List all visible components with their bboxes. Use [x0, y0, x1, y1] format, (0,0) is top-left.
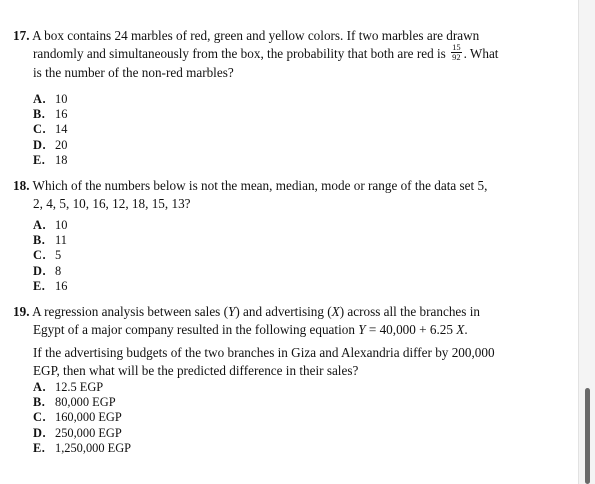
question-17-line-1 [13, 27, 513, 45]
question-19-text-1c: ) across all the branches in [339, 304, 480, 319]
fraction-denominator: 92 [452, 52, 461, 63]
option-letter: C. [33, 122, 47, 137]
probability-fraction [451, 43, 462, 62]
option-18-e[interactable] [33, 279, 67, 294]
option-letter: D. [33, 263, 47, 278]
option-19-b[interactable] [33, 395, 131, 410]
equation-x: X [456, 322, 465, 337]
option-letter: B. [33, 395, 46, 410]
option-text: 8 [55, 263, 62, 278]
question-17-text-1: A box contains 24 marbles of red, green and yellow colors. If two marbles are drawn [32, 28, 480, 43]
option-text: 14 [55, 122, 68, 137]
question-18-number: 18. [13, 178, 30, 193]
question-17 [13, 27, 513, 82]
question-19-number: 19. [13, 304, 30, 319]
option-letter: E. [33, 152, 46, 167]
variable-y: Y [228, 304, 236, 319]
option-text: 10 [55, 218, 68, 232]
question-18 [13, 177, 513, 213]
option-text: 18 [55, 152, 68, 167]
question-19-text-1b: ) and advertising ( [235, 304, 332, 319]
option-19-c[interactable] [33, 410, 131, 425]
option-text: 1,250,000 EGP [55, 440, 132, 455]
option-letter: A. [33, 380, 47, 394]
equation-y: Y [358, 322, 366, 337]
scrollbar-thumb[interactable] [585, 388, 590, 484]
option-17-e[interactable] [33, 153, 67, 168]
question-17-options [33, 92, 67, 168]
option-letter: E. [33, 278, 46, 293]
option-19-e[interactable] [33, 441, 131, 456]
option-19-d[interactable] [33, 426, 131, 441]
option-17-a[interactable] [33, 92, 67, 107]
option-letter: C. [33, 248, 47, 263]
option-17-c[interactable] [33, 122, 67, 137]
option-18-a[interactable] [33, 218, 67, 233]
option-letter: B. [33, 107, 46, 122]
fraction-numerator: 15 [452, 42, 461, 53]
option-letter: A. [33, 218, 47, 232]
vertical-scrollbar[interactable] [578, 0, 595, 484]
option-text: 160,000 EGP [55, 410, 122, 425]
option-letter: D. [33, 137, 47, 152]
variable-x: X [331, 304, 340, 319]
option-text: 5 [55, 248, 62, 263]
question-19-text-1a: A regression analysis between sales ( [32, 304, 228, 319]
option-text: 10 [55, 92, 68, 106]
question-17-text-2: randomly and simultaneously from the box, the probability that both are red is [33, 46, 446, 61]
question-17-text-2-end: . What [463, 46, 499, 61]
question-18-text-1: Which of the numbers below is not the mean, median, mode or range of the data set 5, [32, 178, 488, 193]
option-text: 80,000 EGP [55, 395, 116, 410]
question-19-line-1 [13, 303, 513, 321]
option-17-d[interactable] [33, 138, 67, 153]
option-text: 16 [55, 278, 68, 293]
question-18-line-1 [13, 177, 513, 195]
equation-body: = 40,000 + 6.25 [365, 322, 457, 337]
option-text: 250,000 EGP [55, 425, 122, 440]
question-19-line-2 [13, 321, 513, 339]
option-letter: D. [33, 425, 47, 440]
option-letter: C. [33, 410, 47, 425]
question-17-line-2 [13, 42, 513, 64]
option-text: 11 [55, 233, 67, 248]
option-19-a[interactable] [33, 380, 131, 395]
option-18-d[interactable] [33, 264, 67, 279]
option-text: 16 [55, 107, 68, 122]
option-17-b[interactable] [33, 107, 67, 122]
option-18-b[interactable] [33, 233, 67, 248]
question-19-text-2a: Egypt of a major company resulted in the following equation [33, 322, 355, 337]
option-letter: B. [33, 233, 46, 248]
equation-end: . [464, 322, 468, 337]
question-19-line-4: EGP, then what will be the predicted difference in their sales? [33, 363, 359, 378]
question-18-line-2: 2, 4, 5, 10, 16, 12, 18, 15, 13? [33, 196, 191, 211]
question-19-line-3: If the advertising budgets of the two branches in Giza and Alexandria differ by 200,000 [33, 345, 495, 360]
option-letter: A. [33, 92, 47, 106]
question-18-options [33, 218, 67, 294]
option-letter: E. [33, 440, 46, 455]
question-19-options [33, 380, 131, 456]
question-19 [13, 303, 513, 380]
option-text: 20 [55, 137, 68, 152]
option-18-c[interactable] [33, 248, 67, 263]
option-text: 12.5 EGP [55, 380, 104, 394]
question-17-line-3: is the number of the non-red marbles? [33, 65, 234, 81]
question-17-number: 17. [13, 28, 30, 43]
